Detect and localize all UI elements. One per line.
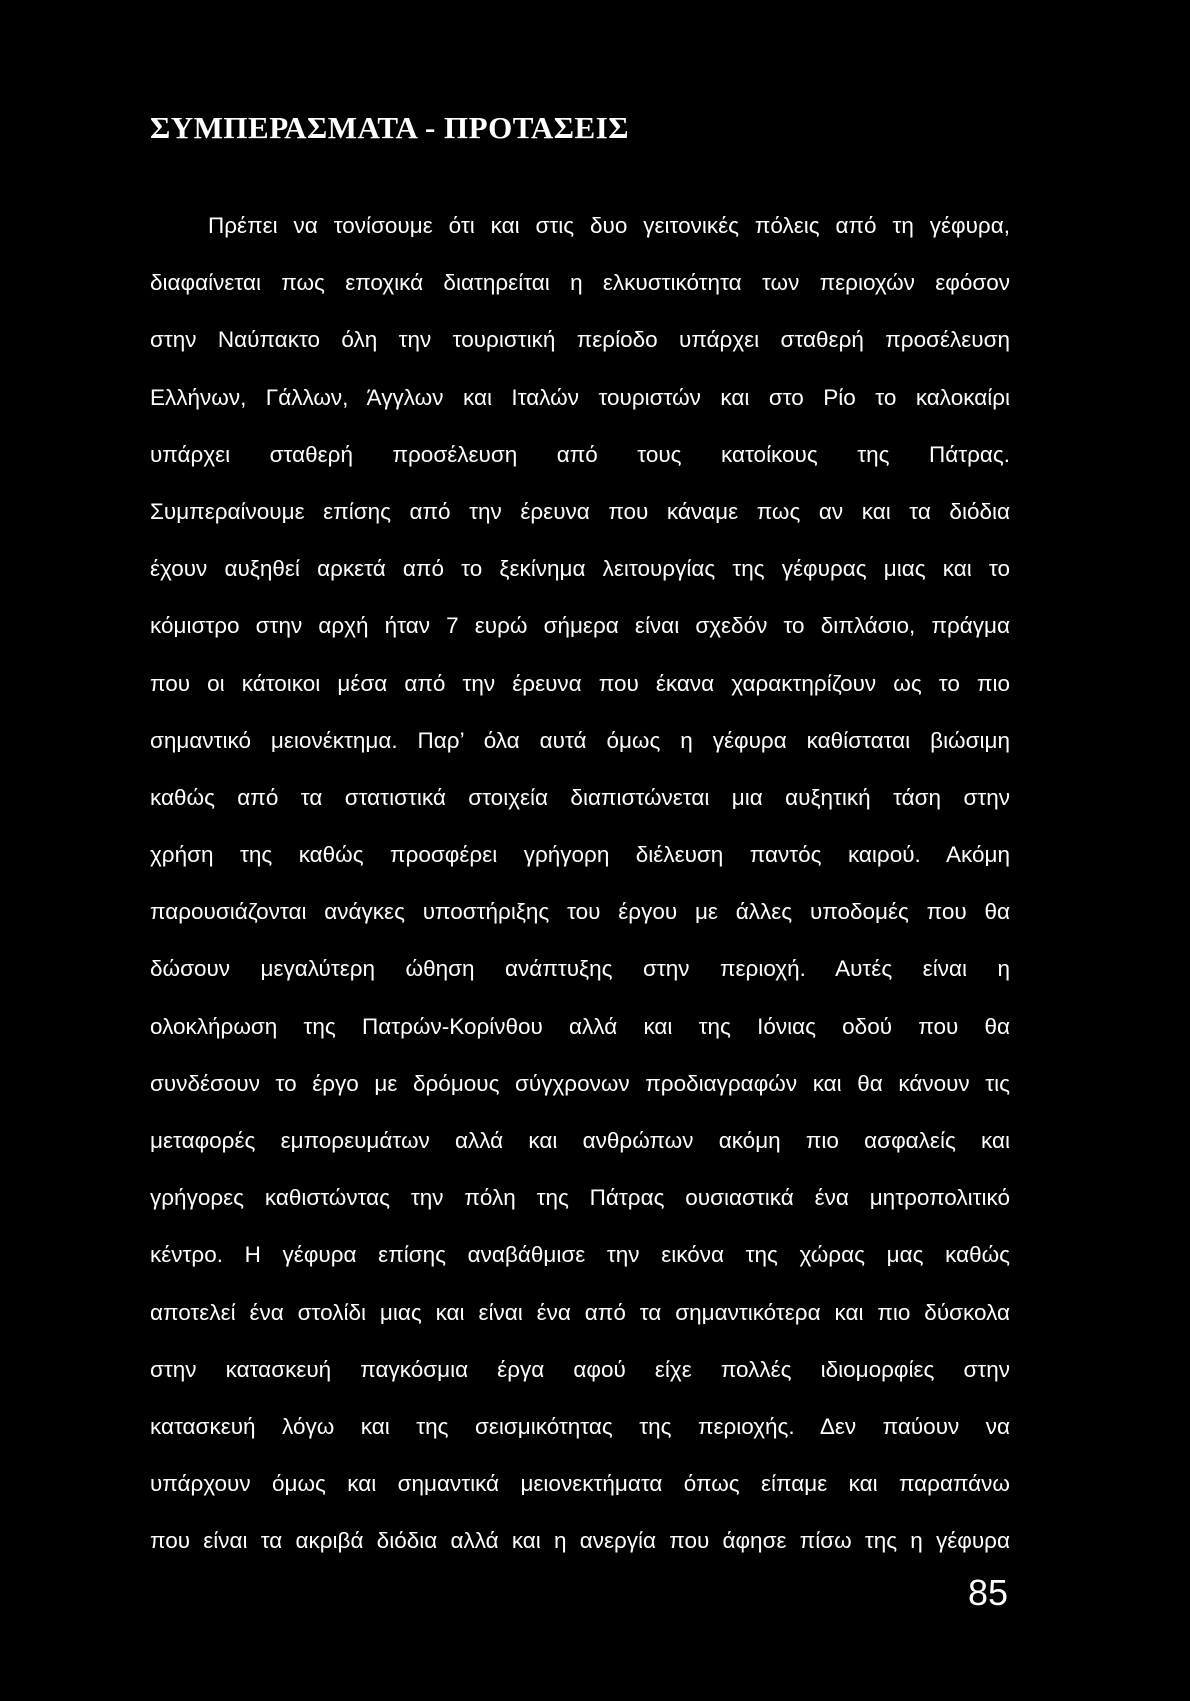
page-number: 85 — [967, 1572, 1008, 1613]
paragraph-line: στην Ναύπακτο όλη την τουριστική περίοδο υπάρχει σταθερή προσέλευση — [150, 327, 1010, 353]
paragraph-line: έχουν αυξηθεί αρκετά από το ξεκίνημα λειτουργίας της γέφυρας μιας και το — [150, 556, 1010, 582]
paragraph-line: διαφαίνεται πως εποχικά διατηρείται η ελκυστικότητα των περιοχών εφόσον — [150, 270, 1010, 296]
paragraph-line: χρήση της καθώς προσφέρει γρήγορη διέλευση παντός καιρού. Ακόμη — [150, 842, 1010, 868]
paragraph-line: που οι κάτοικοι μέσα από την έρευνα που έκανα χαρακτηρίζουν ως το πιο — [150, 670, 1010, 696]
body-paragraph — [150, 210, 1010, 1583]
paragraph-line: καθώς από τα στατιστικά στοιχεία διαπιστώνεται μια αυξητική τάση στην — [150, 784, 1010, 810]
paragraph-line: Πρέπει να τονίσουμε ότι και στις δυο γειτονικές πόλεις από τη γέφυρα, — [208, 213, 1010, 238]
paragraph-line: υπάρχει σταθερή προσέλευση από τους κατοίκους της Πάτρας. — [150, 441, 1010, 467]
paragraph-line: Ελλήνων, Γάλλων, Άγγλων και Ιταλών τουριστών και στο Ρίο το καλοκαίρι — [150, 384, 1010, 410]
paragraph-line: στην κατασκευή παγκόσμια έργα αφού είχε πολλές ιδιομορφίες στην — [150, 1356, 1010, 1382]
section-heading: ΣΥΜΠΕΡΑΣΜΑΤΑ - ΠΡΟΤΑΣΕΙΣ — [150, 110, 630, 145]
paragraph-line: που είναι τα ακριβά διόδια αλλά και η ανεργία που άφησε πίσω της η γέφυρα — [150, 1528, 1010, 1554]
paragraph-line: κέντρο. Η γέφυρα επίσης αναβάθμισε την εικόνα της χώρας μας καθώς — [150, 1242, 1010, 1268]
paragraph-line: κόμιστρο στην αρχή ήταν 7 ευρώ σήμερα είναι σχεδόν το διπλάσιο, πράγμα — [150, 613, 1010, 639]
paragraph-line: παρουσιάζονται ανάγκες υποστήριξης του έργου με άλλες υποδομές που θα — [150, 899, 1010, 925]
paragraph-line: Συμπεραίνουμε επίσης από την έρευνα που κάναμε πως αν και τα διόδια — [150, 498, 1010, 524]
paragraph-line: μεταφορές εμπορευμάτων αλλά και ανθρώπων ακόμη πιο ασφαλείς και — [150, 1128, 1010, 1153]
paragraph-line: κατασκευή λόγω και της σεισμικότητας της περιοχής. Δεν παύουν να — [150, 1413, 1010, 1439]
paragraph-line: συνδέσουν το έργο με δρόμους σύγχρονων προδιαγραφών και θα κάνουν τις — [150, 1070, 1010, 1096]
paragraph-line: γρήγορες καθιστώντας την πόλη της Πάτρας ουσιαστικά ένα μητροπολιτικό — [150, 1185, 1010, 1211]
paragraph-line: σημαντικό μειονέκτημα. Παρ’ όλα αυτά όμως η γέφυρα καθίσταται βιώσιμη — [150, 727, 1010, 753]
paragraph-line: ολοκλήρωση της Πατρών-Κορίνθου αλλά και της Ιόνιας οδού που θα — [150, 1013, 1010, 1039]
paragraph-line: υπάρχουν όμως και σημαντικά μειονεκτήματα όπως είπαμε και παραπάνω — [150, 1471, 1010, 1497]
paragraph-line: δώσουν μεγαλύτερη ώθηση ανάπτυξης στην περιοχή. Αυτές είναι η — [150, 956, 1010, 982]
paragraph-line: αποτελεί ένα στολίδι μιας και είναι ένα από τα σημαντικότερα και πιο δύσκολα — [150, 1299, 1010, 1325]
